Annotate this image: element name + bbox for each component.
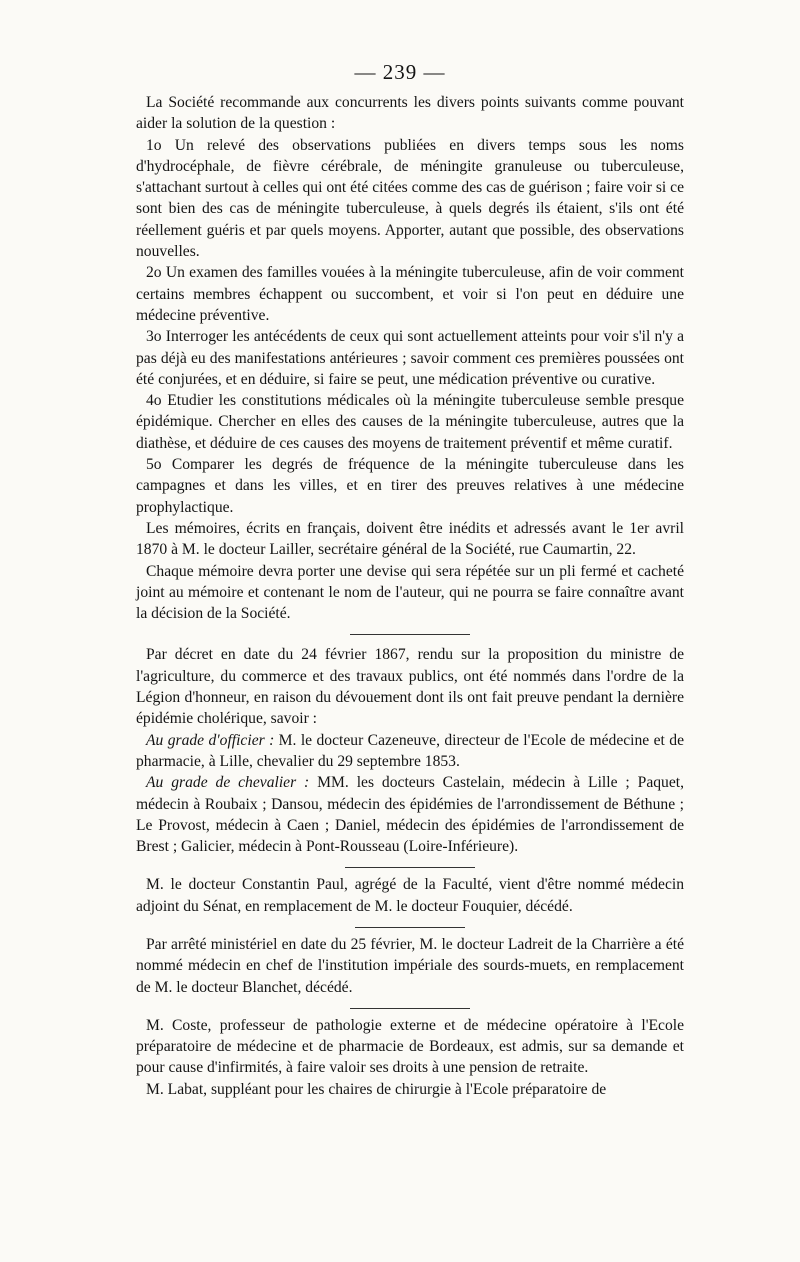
chevalier-paragraph xyxy=(136,772,684,857)
section-divider xyxy=(345,867,475,868)
point-2: 2o Un examen des familles vouées à la méningite tuberculeuse, afin de voir comment certains membres échappent ou succombent, et voir si l'on peut en déduire une médecine préventive. xyxy=(136,264,684,324)
page-number: — 239 — xyxy=(354,60,446,84)
point-4: 4o Etudier les constitutions médicales où la méningite tuberculeuse semble presque épidémique. Chercher en elles des causes de la méningite tuberculeuse, autres que la diathèse, et déduire de ces causes des moyens de traitement préventif et même curatif. xyxy=(136,392,684,452)
intro-paragraph: La Société recommande aux concurrents les divers points suivants comme pouvant aider la solution de la question : xyxy=(136,94,684,133)
coste-paragraph: M. Coste, professeur de pathologie externe et de médecine opératoire à l'Ecole préparatoire de médecine et de pharmacie de Bordeaux, est admis, sur sa demande et pour cause d'infirmités, à faire valoir ses droits à une pension de retraite. xyxy=(136,1016,684,1077)
point-3: 3o Interroger les antécédents de ceux qui sont actuellement atteints pour voir s'il n'y a pas déjà eu des manifestations antérieures ; savoir comment ces premières poussées ont été conjurées, et en déduire, si faire se peut, une médication préventive ou curative. xyxy=(136,328,684,388)
officier-label: Au grade d'officier : xyxy=(146,731,275,749)
officier-paragraph xyxy=(136,730,684,773)
section-divider xyxy=(350,1008,470,1009)
point-5: 5o Comparer les degrés de fréquence de la méningite tuberculeuse dans les campagnes et dans les villes, et en tirer des preuves relatives à une médecine prophylactique. xyxy=(136,456,684,516)
memoires-paragraph: Les mémoires, écrits en français, doivent être inédits et adressés avant le 1er avril 1870 à M. le docteur Lailler, secrétaire général de la Société, rue Caumartin, 22. xyxy=(136,519,684,559)
decret-paragraph: Par décret en date du 24 février 1867, rendu sur la proposition du ministre de l'agriculture, du commerce et des travaux publics, ont été nommés dans l'ordre de la Légion d'honneur, en raison du dévouement dont ils ont fait preuve pendant la dernière épidémie cholérique, savoir : xyxy=(136,646,684,728)
chevalier-text: MM. les docteurs Castelain, médecin à Lille ; Paquet, médecin à Roubaix ; Dansou, médecin des épidémies de l'arrondissement de Béthune ; Le Provost, médecin à Caen ; Daniel, médecin des épidémies de l'arrondissement de Brest ; Galicier, médecin à Pont-Rousseau (Loire-Inférieure). xyxy=(136,774,684,856)
labat-paragraph: M. Labat, suppléant pour les chaires de chirurgie à l'Ecole préparatoire de xyxy=(146,1080,607,1098)
point-1: 1o Un relevé des observations publiées en divers temps sous les noms d'hydrocéphale, de fièvre cérébrale, de méningite granuleuse ou tuberculeuse, s'attachant surtout à celles qui ont été citées comme des cas de guérison ; faire voir si ce sont bien des cas de méningite tuberculeuse, à quels degrés ils étaient, s'ils ont été réellement guéris et par quels moyens. Apporter, autant que possible, des observations nouvelles. xyxy=(136,136,684,261)
paul-paragraph: M. le docteur Constantin Paul, agrégé de la Faculté, vient d'être nommé médecin adjoint du Sénat, en remplacement de M. le docteur Fouquier, décédé. xyxy=(136,876,684,915)
body-text xyxy=(136,92,684,1100)
ladreit-paragraph: Par arrêté ministériel en date du 25 février, M. le docteur Ladreit de la Charrière a été nommé médecin en chef de l'institution impériale des sourds-muets, en remplacement de M. le docteur Blanchet, décédé. xyxy=(136,935,684,996)
devise-paragraph: Chaque mémoire devra porter une devise qui sera répétée sur un pli fermé et cacheté joint au mémoire et contenant le nom de l'auteur, qui ne pourra se faire connaître avant la décision de la Société. xyxy=(136,562,684,623)
section-divider xyxy=(355,927,465,928)
chevalier-label: Au grade de chevalier : xyxy=(146,774,310,792)
section-divider xyxy=(350,634,470,635)
officier-text: M. le docteur Cazeneuve, directeur de l'Ecole de médecine et de pharmacie, à Lille, chevalier du 29 septembre 1853. xyxy=(136,731,684,770)
